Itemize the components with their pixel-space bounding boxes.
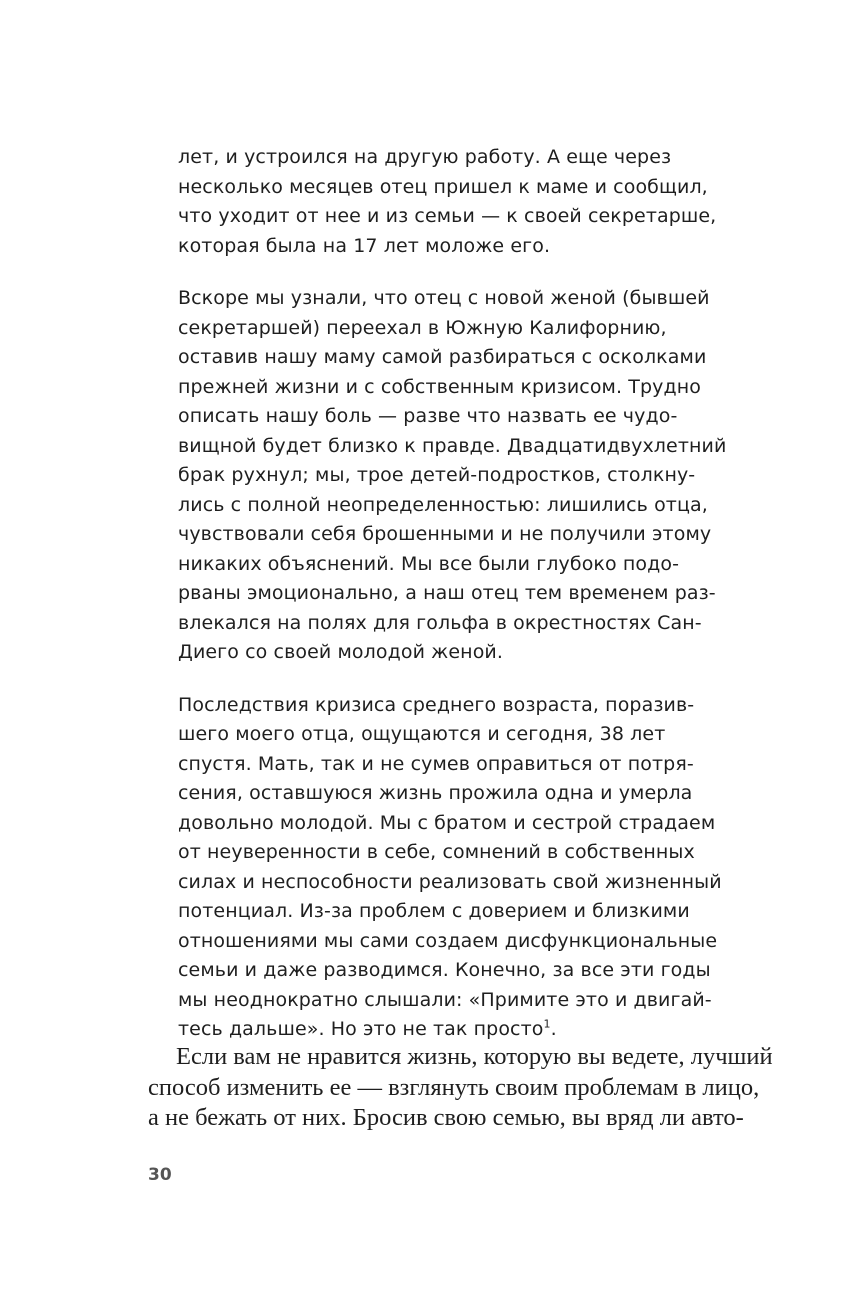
quote-paragraph-2 xyxy=(178,284,758,668)
text-line: Последствия кризиса среднего возраста, поразив- xyxy=(178,693,695,716)
text-line: от неуверенности в себе, сомнений в собственных xyxy=(178,841,695,863)
text-line: несколько месяцев отец пришел к маме и сообщил, xyxy=(178,175,708,198)
text-line: которая была на 17 лет моложе его. xyxy=(178,234,551,257)
text-line: рваны эмоционально, а наш отец тем временем раз- xyxy=(178,582,716,604)
text-line: вищной будет близко к правде. Двадцатидвухлетний xyxy=(178,434,727,457)
quote-block xyxy=(178,143,758,1068)
quote-paragraph-1 xyxy=(178,143,758,261)
text-line: брак рухнул; мы, трое детей-подростков, столкну- xyxy=(178,464,696,486)
text-line: описать нашу боль — разве что назвать ее чудо- xyxy=(178,405,678,427)
text-line: Если вам не нравится жизнь, которую вы ведете, лучший xyxy=(176,1043,773,1070)
text-line: оставив нашу маму самой разбираться с осколками xyxy=(178,346,707,368)
text-fragment: . xyxy=(550,1018,557,1040)
footnote-mark[interactable]: 1 xyxy=(543,1017,551,1031)
text-line: прежней жизни и с собственным кризисом. Трудно xyxy=(178,375,701,398)
text-line: семьи и даже разводимся. Конечно, за все эти годы xyxy=(178,959,711,981)
quote-paragraph-3 xyxy=(178,691,758,1045)
text-line: Диего со своей молодой женой. xyxy=(178,641,503,663)
text-line: что уходит от нее и из семьи — к своей секретарше, xyxy=(178,205,717,227)
text-line: силах и неспособности реализовать свой жизненный xyxy=(178,870,722,893)
text-line: потенциал. Из-за проблем с доверием и близкими xyxy=(178,900,690,922)
text-line-last xyxy=(178,1015,758,1045)
text-fragment: тесь дальше». Но это не так просто xyxy=(178,1018,544,1040)
text-line: секретаршей) переехал в Южную Калифорнию, xyxy=(178,316,667,339)
text-line: шего моего отца, ощущаются и сегодня, 38 лет xyxy=(178,723,666,745)
main-text xyxy=(148,1042,773,1134)
text-line: лет, и устроился на другую работу. А еще через xyxy=(178,146,672,168)
text-line: способ изменить ее — взглянуть своим проблемам в лицо, xyxy=(148,1073,760,1101)
text-line: лись с полной неопределенностью: лишились отца, xyxy=(178,493,708,516)
text-line: Вскоре мы узнали, что отец с новой женой (бывшей xyxy=(178,287,710,309)
text-line: довольно молодой. Мы с братом и сестрой страдаем xyxy=(178,811,716,834)
text-line: сения, оставшуюся жизнь прожила одна и умерла xyxy=(178,782,693,804)
text-line: мы неоднократно слышали: «Примите это и двигай- xyxy=(178,988,712,1011)
text-line: чувствовали себя брошенными и не получили этому xyxy=(178,523,712,545)
page-number: 30 xyxy=(148,1165,172,1185)
text-line: а не бежать от них. Бросив свою семью, вы вряд ли авто- xyxy=(148,1104,744,1131)
text-line: никаких объяснений. Мы все были глубоко подо- xyxy=(178,552,680,575)
text-line: спустя. Мать, так и не сумев оправиться от потря- xyxy=(178,752,694,775)
text-line: влекался на полях для гольфа в окрестностях Сан- xyxy=(178,611,702,634)
text-line: отношениями мы сами создаем дисфункциональные xyxy=(178,929,718,952)
